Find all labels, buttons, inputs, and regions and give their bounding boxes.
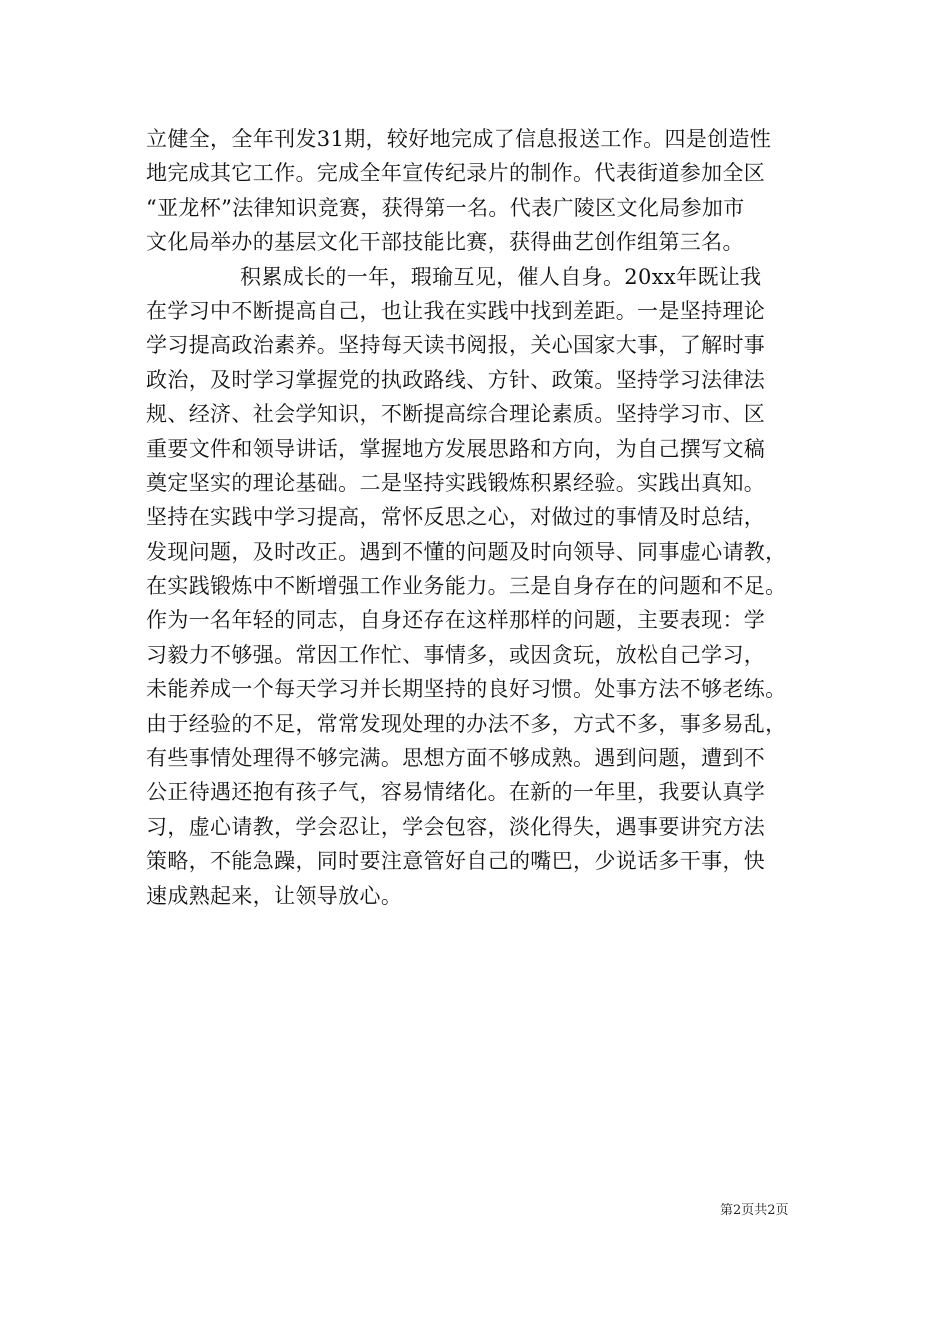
text-line: 奠定坚实的理论基础。二是坚持实践锻炼积累经验。实践出真知。	[146, 470, 766, 495]
text-line: 学习提高政治素养。坚持每天读书阅报，关心国家大事，了解时事	[146, 333, 766, 358]
text-line: 文化局举办的基层文化干部技能比赛，获得曲艺创作组第三名。	[146, 230, 744, 255]
text-line: 立健全，全年刊发31期，较好地完成了信息报送工作。四是创造性	[146, 127, 772, 151]
text-line: 地完成其它工作。完成全年宣传纪录片的制作。代表街道参加全区	[146, 161, 766, 186]
text-line: 公正待遇还抱有孩子气，容易情绪化。在新的一年里，我要认真学	[146, 780, 766, 805]
text-line: 发现问题，及时改正。遇到不懂的问题及时向领导、同事虚心请教，	[146, 539, 787, 564]
text-line: 习，虚心请教，学会忍让，学会包容，淡化得失，遇事要讲究方法	[146, 814, 766, 839]
text-line: 习毅力不够强。常因工作忙、事情多，或因贪玩，放松自己学习，	[146, 642, 766, 667]
text-line: 坚持在实践中学习提高，常怀反思之心，对做过的事情及时总结，	[146, 505, 766, 530]
document-body	[146, 122, 836, 913]
text-line: 有些事情处理得不够完满。思想方面不够成熟。遇到问题，遭到不	[146, 746, 766, 771]
paragraph-first-line: 积累成长的一年，瑕瑜互见，催人自身。20xx年既让我	[240, 264, 762, 289]
text-line: 由于经验的不足，常常发现处理的办法不多，方式不多，事多易乱，	[146, 711, 787, 736]
text-line: 在实践锻炼中不断增强工作业务能力。三是自身存在的问题和不足。	[146, 574, 787, 599]
text-line: 未能养成一个每天学习并长期坚持的良好习惯。处事方法不够老练。	[146, 677, 787, 702]
text-line: 在学习中不断提高自己，也让我在实践中找到差距。一是坚持理论	[146, 298, 766, 323]
text-line: 策略，不能急躁，同时要注意管好自己的嘴巴，少说话多干事，快	[146, 849, 766, 874]
text-line: “亚龙杯”法律知识竞赛，获得第一名。代表广陵区文化局参加市	[146, 195, 745, 220]
text-line: 速成熟起来，让领导放心。	[146, 883, 403, 908]
page-number-footer: 第2页共2页	[720, 1203, 789, 1218]
text-line: 政治，及时学习掌握党的执政路线、方针、政策。坚持学习法律法	[146, 367, 766, 392]
text-line: 作为一名年轻的同志，自身还存在这样那样的问题，主要表现：学	[146, 608, 766, 633]
text-line: 规、经济、社会学知识，不断提高综合理论素质。坚持学习市、区	[146, 402, 766, 427]
text-line: 重要文件和领导讲话，掌握地方发展思路和方向，为自己撰写文稿	[146, 436, 766, 461]
